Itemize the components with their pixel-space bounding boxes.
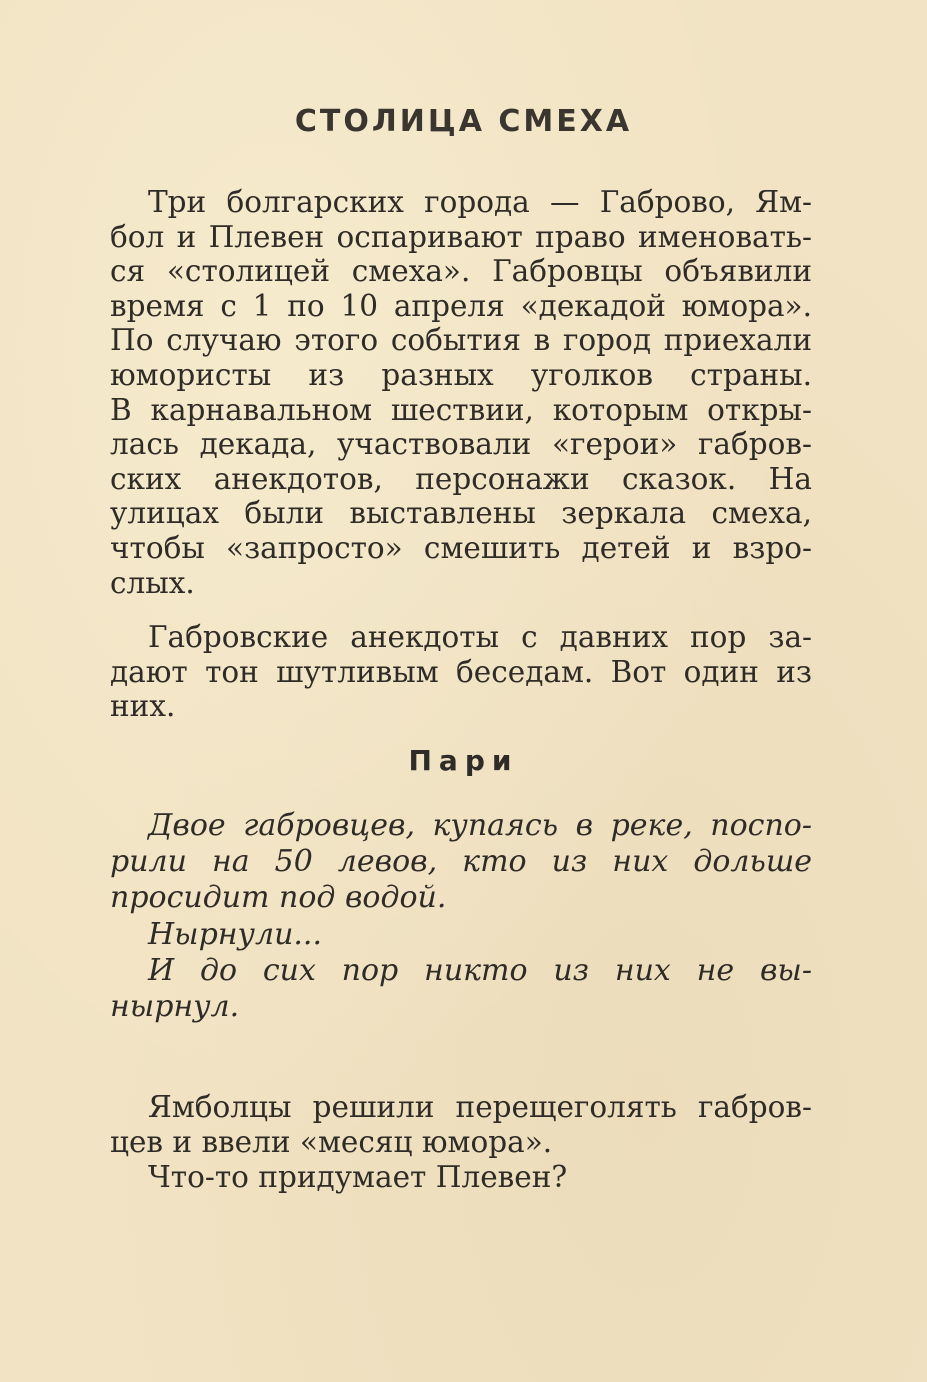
text-line: И до сих пор никто из них не вы- (148, 952, 812, 988)
text-line: Двое габровцев, купаясь в реке, поспо- (148, 808, 812, 843)
paragraph-intro (110, 185, 812, 600)
text-line: В карнавальном шествии, которым откры- (110, 392, 812, 427)
text-line: юмористы из разных уголков страны. (110, 357, 812, 392)
text-line: просидит под водой. (110, 880, 447, 916)
text-line: слых. (110, 565, 195, 600)
text-line: цев и ввели «месяц юмора». (110, 1124, 553, 1159)
text-line: Ямболцы решили перещеголять габров- (148, 1090, 812, 1124)
paragraph-gabrovo-anecdotes (110, 620, 812, 724)
text-line: бол и Плевен оспаривают право именовать- (110, 219, 812, 254)
text-line: Габровские анекдоты с давних пор за- (148, 620, 812, 654)
anecdote-title: Пари (408, 744, 519, 777)
text-line: время с 1 по 10 апреля «декадой юмора». (110, 288, 812, 323)
paragraph-pleven (110, 1160, 812, 1195)
text-line: чтобы «запросто» смешить детей и взро- (110, 530, 812, 565)
text-line: ских анекдотов, персонажи сказок. На (110, 461, 812, 496)
text-line: По случаю этого события в город приехали (110, 323, 812, 358)
text-line: Что-то придумает Плевен? (148, 1160, 568, 1194)
text-line: дают тон шутливым беседам. Вот один из (110, 654, 812, 689)
anecdote-text (110, 808, 812, 1025)
page-title: СТОЛИЦА СМЕХА (294, 104, 633, 139)
text-line: них. (110, 689, 176, 724)
text-line: лась декада, участвовали «герои» габров- (110, 427, 812, 462)
text-line: улицах были выставлены зеркала смеха, (110, 496, 812, 531)
text-line: нырнул. (110, 989, 240, 1025)
text-line: Нырнули... (148, 916, 322, 952)
text-line: Три болгарских города — Габрово, Ям- (148, 185, 812, 219)
text-line: ся «столицей смеха». Габровцы объявили (110, 254, 812, 289)
text-line: рили на 50 левов, кто из них дольше (110, 844, 812, 880)
paragraph-yambol (110, 1090, 812, 1159)
